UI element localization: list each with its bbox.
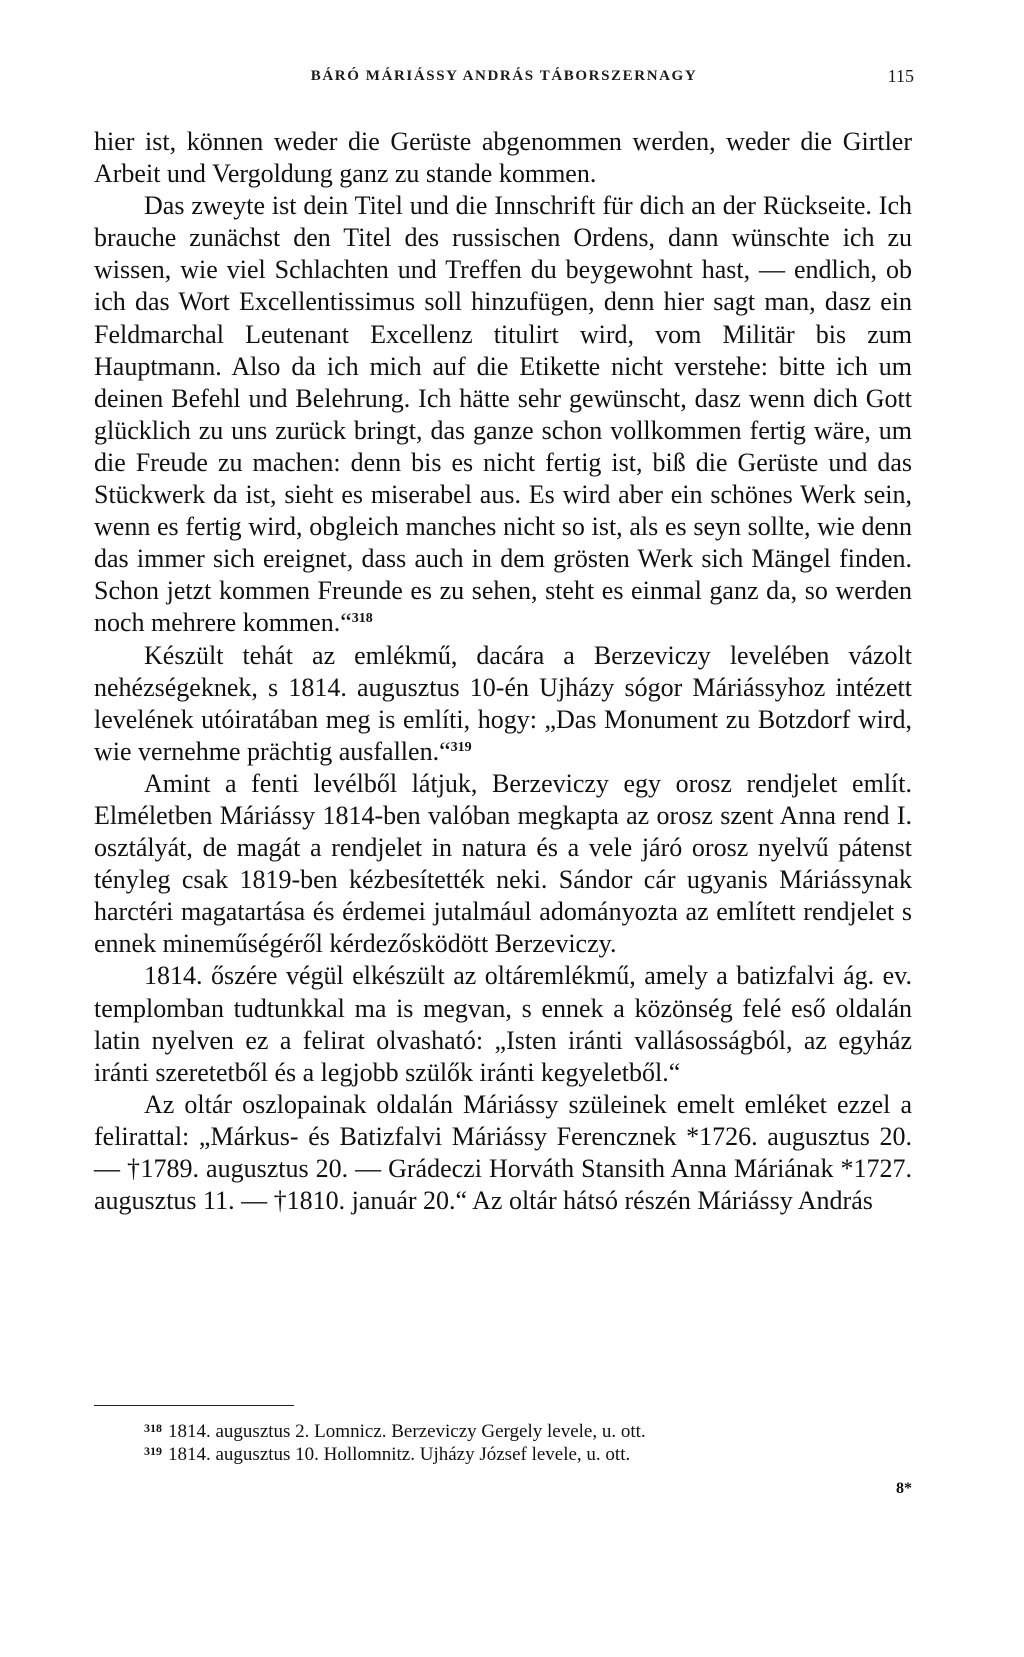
paragraph-text: Az oltár oszlopainak oldalán Máriássy szüleinek emelt emléket ezzel a felirattal: „Márkus- és Batizfalvi Máriássy Ferencznek *1726. augusztus 20. — †1789. augusztus 20. — Grádeczi Horváth Stansith Anna Máriának *1727. augusztus 11. — †1810. január 20.“ Az oltár hátsó részén Máriássy András	[94, 1089, 912, 1216]
footnote-divider	[94, 1405, 294, 1406]
paragraph-6	[94, 1089, 912, 1217]
footnote-number: 318	[144, 1421, 162, 1435]
running-title: BÁRÓ MÁRIÁSSY ANDRÁS TÁBORSZERNAGY	[310, 68, 698, 84]
footnote-319	[94, 1443, 912, 1466]
signature-mark: 8*	[896, 1480, 912, 1497]
paragraph-text: Készült tehát az emlékmű, dacára a Berzeviczy levelében vázolt nehézségeknek, s 1814. augusztus 10-én Ujházy sógor Máriássyhoz intézett levelének utóiratában meg is említi, hogy: „Das Monument zu Botzdorf wird, wie vernehme prächtig ausfallen.“	[94, 640, 912, 766]
footnote-318	[94, 1420, 912, 1443]
paragraph-text: 1814. őszére végül elkészült az oltáremlékmű, amely a batizfalvi ág. ev. templomban tudtunkkal ma is megvan, s ennek a közönség felé eső oldalán latin nyelven ez a felirat olvasható: „Isten iránti vallásosságból, az egyház iránti szeretetből és a legjobb szülők iránti kegyeletből.“	[94, 961, 912, 1087]
footnote-ref-319: 319	[450, 739, 472, 755]
paragraph-2	[94, 190, 912, 639]
paragraph-5	[94, 960, 912, 1088]
paragraph-text: Amint a fenti levélből látjuk, Berzeviczy egy orosz rendjelet említ. Elméletben Máriássy 1814-ben valóban megkapta az orosz szent Anna rend I. osztályát, de magát a rendjelet in natura és a vele járó orosz nyelvű pátenst tényleg csak 1819-ben kézbesítették neki. Sándor cár ugyanis Máriássynak harctéri magatartása és érdemei jutalmául adományozta az említett rendjelet s ennek mineműségéről kérdezősködött Berzeviczy.	[94, 768, 912, 959]
page-number: 115	[887, 66, 914, 86]
paragraph-text: hier ist, können weder die Gerüste abgenommen werden, weder die Girtler Arbeit und Vergoldung ganz zu stande kommen.	[94, 127, 912, 189]
paragraph-4	[94, 768, 912, 961]
body-text	[94, 126, 912, 1217]
paragraph-3	[94, 640, 912, 768]
running-head	[94, 68, 914, 92]
paragraph-1	[94, 126, 912, 190]
footnote-text: 1814. augusztus 10. Hollomnitz. Ujházy József levele, u. ott.	[168, 1444, 631, 1465]
footnotes	[94, 1420, 912, 1466]
footnote-text: 1814. augusztus 2. Lomnicz. Berzeviczy Gergely levele, u. ott.	[168, 1421, 646, 1442]
footnote-ref-318: 318	[351, 611, 373, 627]
paragraph-text: Das zweyte ist dein Titel und die Innschrift für dich an der Rückseite. Ich brauche zunächst den Titel des russischen Ordens, dann wünschte ich zu wissen, wie viel Schlachten und Treffen du beygewohnt hast, — endlich, ob ich das Wort Excellentissimus soll hinzufügen, denn hier sagt man, dasz ein Feldmarchal Leutenant Excellenz titulirt wird, vom Militär bis zum Hauptmann. Also da ich mich auf die Etikette nicht verstehe: bitte ich um deinen Befehl und Belehrung. Ich hätte sehr gewünscht, dasz wenn dich Gott glücklich zu uns zurück bringt, das ganze schon vollkommen fertig wäre, um die Freude zu machen: denn bis es nicht fertig ist, biß die Gerüste und das Stückwerk da ist, sieht es miserabel aus. Es wird aber ein schönes Werk sein, wenn es fertig wird, obgleich manches nicht so ist, als es seyn sollte, wie denn das immer sich ereignet, dass auch in dem grösten Werk sich Mängel finden. Schon jetzt kommen Freunde es zu sehen, steht es einmal ganz da, so werden noch mehrere kommen.“	[94, 191, 912, 638]
footnote-number: 319	[144, 1444, 162, 1458]
